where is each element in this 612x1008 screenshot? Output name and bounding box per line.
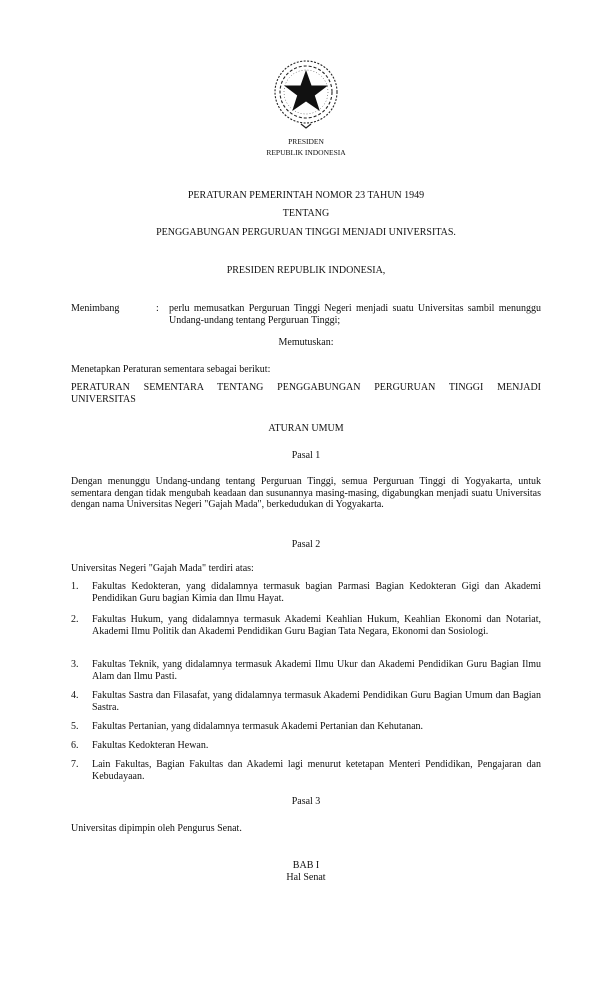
menetapkan: Menetapkan Peraturan sementara sebagai berikut: [71, 364, 271, 375]
list-item [71, 740, 541, 752]
doc-title: PERATURAN PEMERINTAH NOMOR 23 TAHUN 1949 [187, 190, 425, 201]
pasal-1-heading: Pasal 1 [291, 450, 321, 461]
list-item [71, 721, 541, 733]
list-number: 1. [71, 581, 79, 592]
list-item [71, 614, 541, 637]
list-number: 4. [71, 690, 79, 701]
header-republic: REPUBLIK INDONESIA [266, 148, 346, 157]
header-president: PRESIDEN [288, 137, 324, 146]
doc-subject: PENGGABUNGAN PERGURUAN TINGGI MENJADI UNIVERSITAS. [156, 227, 456, 238]
list-number: 3. [71, 659, 79, 670]
pasal-2-heading: Pasal 2 [291, 539, 321, 550]
menimbang-label: Menimbang [71, 303, 120, 314]
pasal-1-text: Dengan menunggu Undang-undang tentang Perguruan Tinggi, semua Perguruan Tinggi di Yogyakarta, untuk sementara dengan tidak mengubah keadaan dan susunannya masing-masing, digabungkan menjadi suatu Universitas dengan nama Universitas Negeri "Gajah Mada", berkedudukan di Yogyakarta. [71, 476, 541, 511]
section-heading: ATURAN UMUM [268, 423, 344, 434]
emblem-icon [271, 58, 341, 130]
menimbang-text: perlu memusatkan Perguruan Tinggi Negeri menjadi suatu Universitas sambil menunggu Undang-undang tentang Perguruan Tinggi; [169, 303, 541, 326]
list-item [71, 690, 541, 713]
chapter-title: Hal Senat [286, 872, 326, 883]
list-text: Fakultas Sastra dan Filasafat, yang didalamnya termasuk Akademi Pendidikan Guru Bagian Umum dan Bagian Sastra. [92, 690, 541, 713]
list-number: 2. [71, 614, 79, 625]
pasal-3-text: Universitas dipimpin oleh Pengurus Senat. [71, 823, 242, 834]
list-item [71, 581, 541, 604]
list-number: 6. [71, 740, 79, 751]
list-text: Fakultas Hukum, yang didalamnya termasuk Akademi Keahlian Hukum, Keahlian Ekonomi dan Notariat, Akademi Ilmu Politik dan Akademi Pendidikan Guru Bagian Tata Negara, Ekonomi dan Sosiologi. [92, 614, 541, 637]
pasal-2-intro: Universitas Negeri "Gajah Mada" terdiri atas: [71, 563, 254, 574]
issuer: PRESIDEN REPUBLIK INDONESIA, [226, 265, 386, 276]
list-text: Lain Fakultas, Bagian Fakultas dan Akademi lagi menurut ketetapan Menteri Pendidikan, Pengajaran dan Kebudayaan. [92, 759, 541, 782]
pasal-3-heading: Pasal 3 [291, 796, 321, 807]
doc-title-tentang: TENTANG [282, 208, 330, 219]
list-number: 7. [71, 759, 79, 770]
list-number: 5. [71, 721, 79, 732]
list-text: Fakultas Teknik, yang didalamnya termasuk Akademi Ilmu Ukur dan Akademi Pendidikan Guru Bagian Ilmu Alam dan Ilmu Pasti. [92, 659, 541, 682]
memutuskan: Memutuskan: [278, 337, 334, 348]
list-item [71, 659, 541, 682]
menimbang-colon: : [156, 303, 159, 314]
list-text: Fakultas Kedokteran, yang didalamnya termasuk bagian Parmasi Bagian Kedokteran Gigi dan Akademi Pendidikan Guru bagian Kimia dan Ilmu Hayat. [92, 581, 541, 604]
list-text: Fakultas Kedokteran Hewan. [92, 740, 209, 751]
list-item [71, 759, 541, 782]
regulation-title: PERATURAN SEMENTARA TENTANG PENGGABUNGAN PERGURUAN TINGGI MENJADI UNIVERSITAS [71, 382, 541, 405]
chapter-number: BAB I [292, 860, 320, 871]
list-text: Fakultas Pertanian, yang didalamnya termasuk Akademi Pertanian dan Kehutanan. [92, 721, 424, 732]
